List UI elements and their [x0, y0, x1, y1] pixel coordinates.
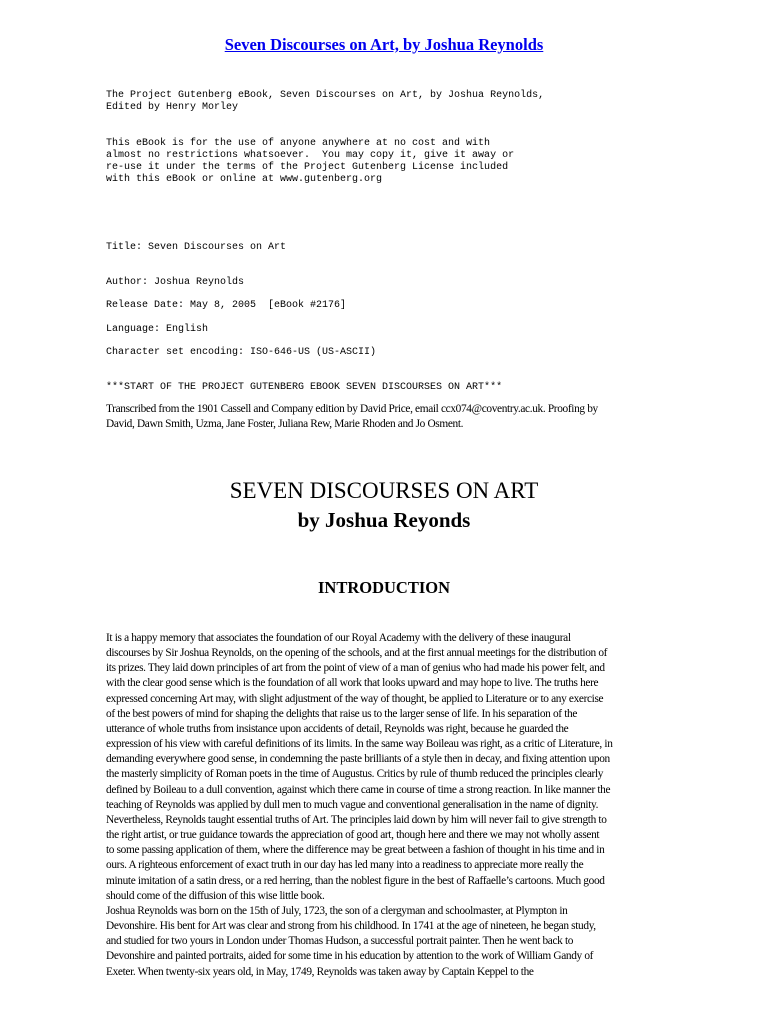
text-line: expression of his view with careful definitions of its limits. In the same way Boileau was right, as a critic of Literature, in	[106, 738, 613, 751]
text-line: Transcribed from the 1901 Cassell and Company edition by David Price, email ccx074@coventry.ac.uk. Proofing by	[106, 403, 598, 415]
meta-encoding: Character set encoding: ISO-646-US (US-ASCII)	[106, 347, 377, 358]
license-line: re-use it under the terms of the Project Gutenberg License included	[106, 162, 509, 173]
text-line: Exeter. When twenty-six years old, in May, 1749, Reynolds was taken away by Captain Keppel to the	[106, 965, 534, 978]
text-line: of the best powers of mind for shaping the delights that raise us to the larger sense of life. In his separation of the	[106, 707, 578, 720]
start-marker: ***START OF THE PROJECT GUTENBERG EBOOK SEVEN DISCOURSES ON ART***	[106, 382, 503, 393]
section-heading: INTRODUCTION	[317, 578, 451, 597]
text-line: demanding everywhere good sense, in condemning the paste brilliants of a style then in decay, and fixing attention upon	[106, 753, 610, 766]
text-line: Devonshire. His bent for Art was clear and strong from his childhood. In 1741 at the age of nineteen, he began study,	[106, 920, 596, 933]
text-line: utterance of whole truths from insistance upon accidents of detail, Reynolds was right, because he guarded the	[106, 722, 569, 735]
meta-release-date: Release Date: May 8, 2005 [eBook #2176]	[106, 300, 347, 311]
text-line: should come of the diffusion of this wise little book.	[106, 889, 325, 902]
text-line: Nevertheless, Reynolds taught essential truths of Art. The principles laid down by him will never fail to give strength to	[106, 813, 607, 826]
meta-language: Language: English	[106, 324, 209, 335]
text-line: minute imitation of a satin dress, or a red herring, than the noblest figure in the best of Raffaelle’s cartoons. Much good	[106, 874, 605, 887]
text-line: and studied for two yours in London under Thomas Hudson, a successful portrait painter. Then he went back to	[106, 935, 574, 948]
meta-author: Author: Joshua Reynolds	[106, 277, 245, 288]
text-line: Joshua Reynolds was born on the 15th of July, 1723, the son of a clergyman and schoolmaster, at Plympton in	[106, 905, 568, 917]
license-line: almost no restrictions whatsoever. You may copy it, give it away or	[106, 150, 515, 161]
text-line: defined by Boileau to a dull convention, against which there came in course of time a strong reaction. In like manner the	[106, 783, 611, 796]
meta-title: Title: Seven Discourses on Art	[106, 242, 287, 253]
paragraph-2	[106, 904, 662, 980]
paragraph-1	[106, 631, 662, 904]
text-line: with the clear good sense which is the foundation of all work that looks upward and may hope to live. The truths here	[106, 677, 599, 690]
text-line: David, Dawn Smith, Uzma, Jane Foster, Juliana Rew, Marie Rhoden and Jo Osment.	[106, 418, 464, 431]
text-line: It is a happy memory that associates the foundation of our Royal Academy with the delivery of these inaugural	[106, 632, 571, 644]
preamble-line-2: Edited by Henry Morley	[106, 102, 239, 113]
text-line: teaching of Reynolds was applied by dull men to much vague and conventional generalisation in the name of dignity.	[106, 798, 599, 811]
license-line: with this eBook or online at www.gutenberg.org	[106, 174, 383, 185]
text-line: to some passing application of them, where the difference may be great between a fashion of thought in his time and in	[106, 844, 605, 857]
book-byline: by Joshua Reyonds	[297, 508, 471, 532]
text-line: expressed concerning Art may, with slight adjustment of the way of thought, be applied to Literature or to any exercise	[106, 692, 604, 705]
text-line: the right artist, or true guidance towards the appreciation of good art, though here and there we may not wholly assent	[106, 829, 600, 842]
preamble-line-1: The Project Gutenberg eBook, Seven Discourses on Art, by Joshua Reynolds,	[106, 90, 545, 101]
text-line: Devonshire and painted portraits, aided for some time in his education by attention to the work of William Gandy of	[106, 950, 594, 963]
text-line: ours. A righteous enforcement of exact truth in our day has led many into a readiness to appreciate more really the	[106, 859, 584, 872]
text-line: its prizes. They laid down principles of art from the point of view of a man of genius who had made his power felt, and	[106, 662, 605, 675]
transcription-note	[106, 402, 662, 432]
text-line: discourses by Sir Joshua Reynolds, on the opening of the schools, and at the first annual meetings for the distribution of	[106, 647, 608, 660]
license-line: This eBook is for the use of anyone anywhere at no cost and with	[106, 138, 491, 149]
title-link[interactable]: Seven Discourses on Art, by Joshua Reynolds	[224, 35, 544, 54]
book-title: SEVEN DISCOURSES ON ART	[229, 478, 539, 503]
text-line: the masterly simplicity of Roman poets in the time of Augustus. Critics by rule of thumb reduced the principles clearly	[106, 768, 604, 781]
